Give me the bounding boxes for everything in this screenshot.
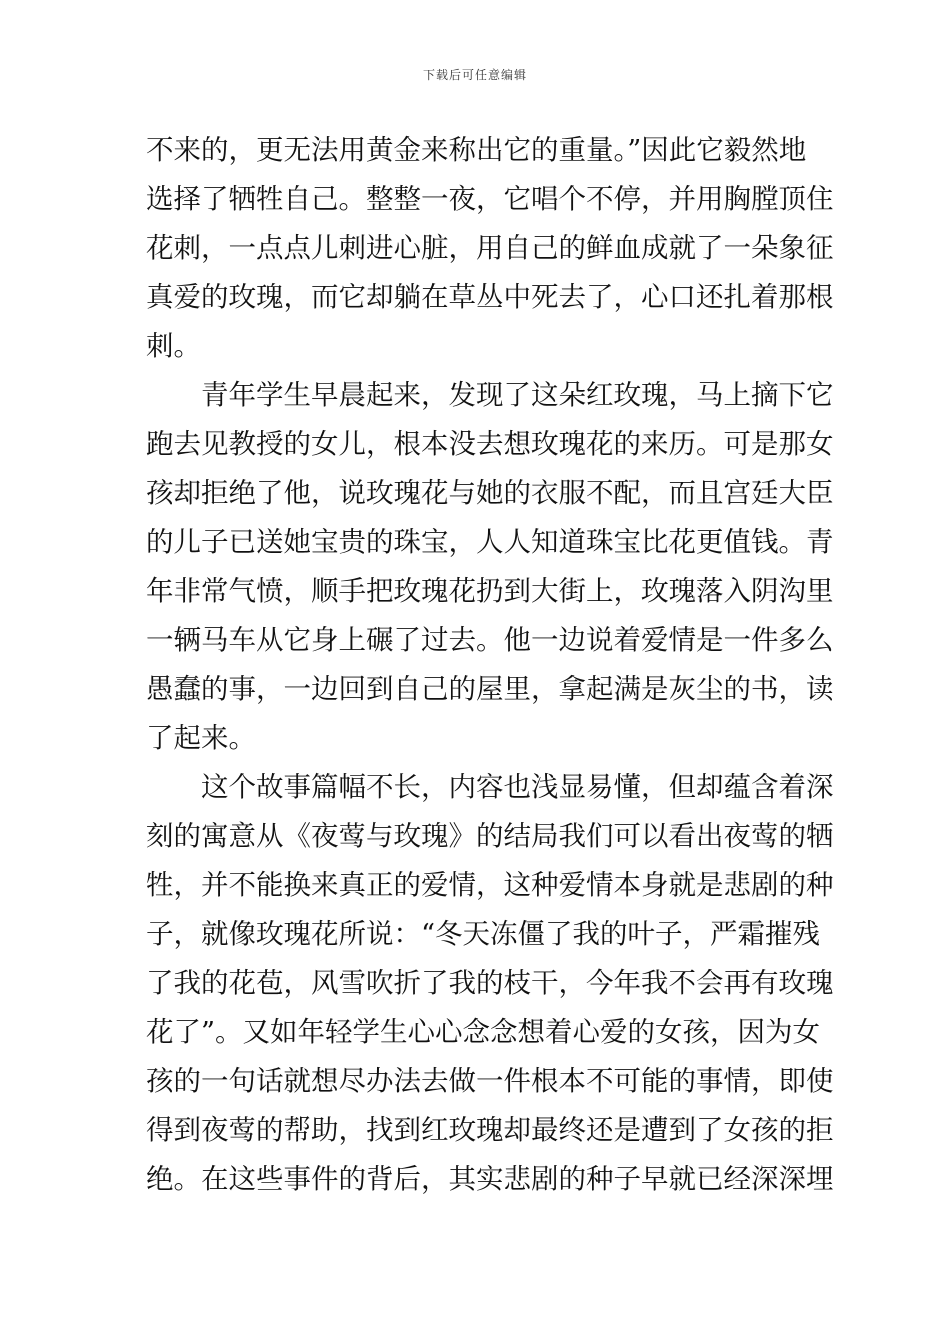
text-line: 选择了牺牲自己。整整一夜，它唱个不停，并用胸膛顶住 xyxy=(146,183,834,215)
text-line: 了我的花苞，风雪吹折了我的枝干，今年我不会再有玫瑰 xyxy=(146,967,834,999)
text-line: 这个故事篇幅不长，内容也浅显易懂，但却蕴含着深 xyxy=(201,771,834,803)
text-line: 子，就像玫瑰花所说：“冬天冻僵了我的叶子，严霜摧残 xyxy=(146,918,821,950)
text-line: 跑去见教授的女儿，根本没去想玫瑰花的来历。可是那女 xyxy=(146,428,834,460)
text-line: 了起来。 xyxy=(146,722,256,754)
text-line: 一辆马车从它身上碾了过去。他一边说着爱情是一件多么 xyxy=(146,624,834,656)
text-line: 的儿子已送她宝贵的珠宝，人人知道珠宝比花更值钱。青 xyxy=(146,526,834,558)
text-line: 不来的，更无法用黄金来称出它的重量。”因此它毅然地 xyxy=(146,134,807,166)
text-line: 年非常气愤，顺手把玫瑰花扔到大街上，玫瑰落入阴沟里 xyxy=(146,575,834,607)
text-line: 花刺，一点点儿刺进心脏，用自己的鲜血成就了一朵象征 xyxy=(146,232,834,264)
text-line: 牲，并不能换来真正的爱情，这种爱情本身就是悲剧的种 xyxy=(146,869,834,901)
text-line: 刺。 xyxy=(146,330,201,362)
text-line: 愚蠢的事，一边回到自己的屋里，拿起满是灰尘的书，读 xyxy=(146,673,834,705)
text-line: 刻的寓意从《夜莺与玫瑰》的结局我们可以看出夜莺的牺 xyxy=(146,820,834,852)
text-line: 绝。在这些事件的背后，其实悲剧的种子早就已经深深埋 xyxy=(146,1163,834,1195)
text-line: 孩的一句话就想尽办法去做一件根本不可能的事情，即使 xyxy=(146,1065,834,1097)
text-line: 真爱的玫瑰，而它却躺在草丛中死去了，心口还扎着那根 xyxy=(146,281,834,313)
text-line: 孩却拒绝了他，说玫瑰花与她的衣服不配，而且宫廷大臣 xyxy=(146,477,834,509)
text-line: 花了”。又如年轻学生心心念念想着心爱的女孩，因为女 xyxy=(146,1016,821,1048)
page-header-note: 下载后可任意编辑 xyxy=(422,68,527,82)
text-line: 得到夜莺的帮助，找到红玫瑰却最终还是遭到了女孩的拒 xyxy=(146,1114,834,1146)
text-line: 青年学生早晨起来，发现了这朵红玫瑰，马上摘下它 xyxy=(201,379,834,411)
document-body xyxy=(146,126,834,1204)
